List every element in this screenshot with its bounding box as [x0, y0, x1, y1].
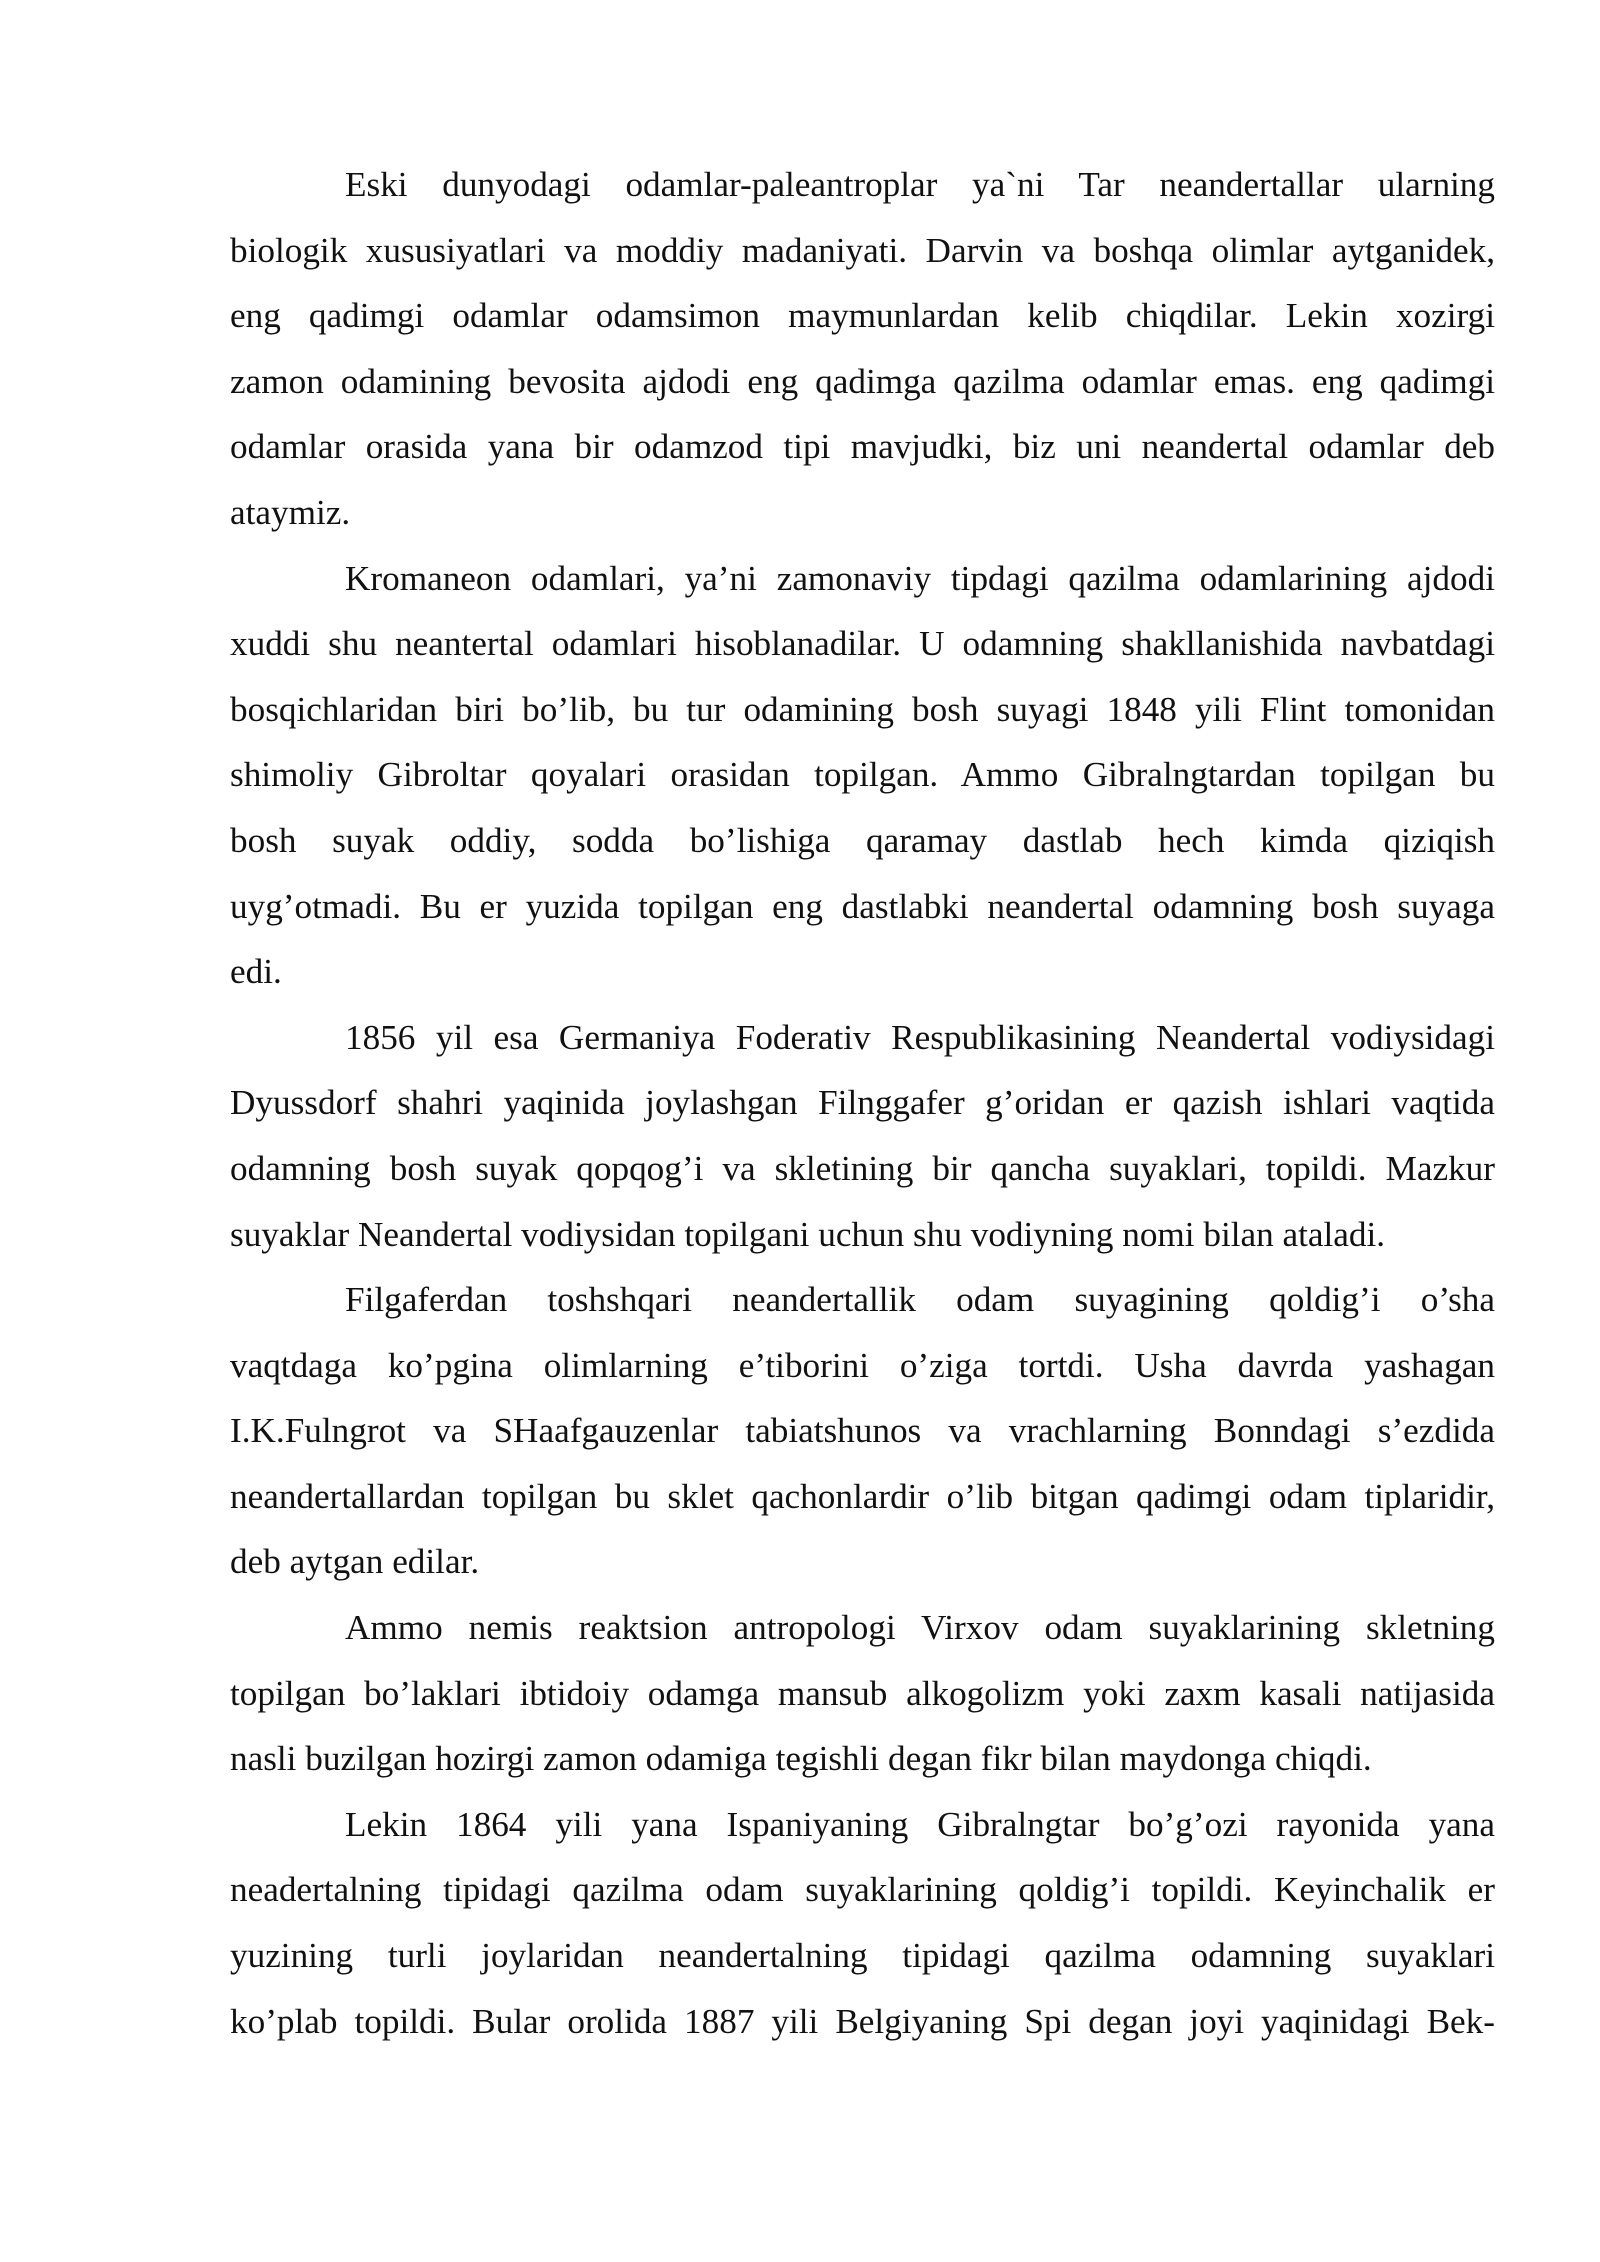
- paragraph-line: Eski dunyodagi odamlar-paleantroplar ya`ni Tar neandertallar ularning: [345, 165, 1495, 204]
- paragraph-line: ko’plab topildi. Bular orolida 1887 yili Belgiyaning Spi degan joyi yaqinidagi Bek-: [230, 2001, 1495, 2041]
- paragraph-line: edi.: [230, 952, 282, 992]
- paragraph-line: shimoliy Gibroltar qoyalari orasidan topilgan. Ammo Gibralngtardan topilgan bu: [230, 755, 1495, 795]
- paragraph-line: suyaklar Neandertal vodiysidan topilgani uchun shu vodiyning nomi bilan ataladi.: [230, 1214, 1386, 1254]
- paragraph-line: Filgaferdan toshshqari neandertallik odam suyagining qoldig’i o’sha: [345, 1280, 1495, 1320]
- paragraph-3: [230, 1005, 1495, 1267]
- paragraph-line: bosh suyak oddiy, sodda bo’lishiga qaramay dastlab hech kimda qiziqish: [230, 820, 1495, 860]
- paragraph-line: ataymiz.: [230, 492, 351, 532]
- paragraph-line: I.K.Fulngrot va SHaafgauzenlar tabiatshunos va vrachlarning Bonndagi s’ezdida: [230, 1411, 1495, 1451]
- paragraph-line: neandertallardan topilgan bu sklet qachonlardir o’lib bitgan qadimgi odam tiplaridir,: [230, 1476, 1495, 1516]
- paragraph-line: odamning bosh suyak qopqog’i va skletining bir qancha suyaklari, topildi. Mazkur: [230, 1148, 1495, 1188]
- paragraph-2: [230, 546, 1495, 1005]
- paragraph-line: uyg’otmadi. Bu er yuzida topilgan eng dastlabki neandertal odamning bosh suyaga: [230, 886, 1495, 926]
- paragraph-line: eng qadimgi odamlar odamsimon maymunlardan kelib chiqdilar. Lekin xozirgi: [230, 296, 1495, 336]
- paragraph-line: Dyussdorf shahri yaqinida joylashgan Filnggafer g’oridan er qazish ishlari vaqtida: [230, 1083, 1495, 1123]
- paragraph-line: vaqtdaga ko’pgina olimlarning e’tiborini o’ziga tortdi. Usha davrda yashagan: [230, 1345, 1495, 1385]
- paragraph-line: nasli buzilgan hozirgi zamon odamiga tegishli degan fikr bilan maydonga chiqdi.: [230, 1739, 1372, 1779]
- paragraph-line: topilgan bo’laklari ibtidoiy odamga mansub alkogolizm yoki zaxm kasali natijasida: [230, 1673, 1495, 1713]
- paragraph-line: 1856 yil esa Germaniya Foderativ Respublikasining Neandertal vodiysidagi: [345, 1017, 1495, 1057]
- paragraph-line: yuzining turli joylaridan neandertalning tipidagi qazilma odamning suyaklari: [230, 1936, 1495, 1976]
- paragraph-line: odamlar orasida yana bir odamzod tipi mavjudki, biz uni neandertal odamlar deb: [230, 427, 1495, 467]
- paragraph-4: [230, 1267, 1495, 1595]
- paragraph-line: zamon odamining bevosita ajdodi eng qadimga qazilma odamlar emas. eng qadimgi: [230, 361, 1495, 401]
- paragraph-line: Kromaneon odamlari, ya’ni zamonaviy tipdagi qazilma odamlarining ajdodi: [345, 558, 1495, 598]
- paragraph-line: Lekin 1864 yili yana Ispaniyaning Gibralngtar bo’g’ozi rayonida yana: [345, 1804, 1495, 1844]
- document-body: [230, 152, 1495, 2054]
- paragraph-line: Ammo nemis reaktsion antropologi Virxov odam suyaklarining skletning: [345, 1608, 1495, 1648]
- paragraph-line: biologik xususiyatlari va moddiy madaniyati. Darvin va boshqa olimlar aytganidek,: [230, 230, 1495, 270]
- paragraph-1: [230, 152, 1495, 546]
- paragraph-line: neadertalning tipidagi qazilma odam suyaklarining qoldig’i topildi. Keyinchalik er: [230, 1870, 1495, 1910]
- paragraph-6: [230, 1792, 1495, 2054]
- paragraph-line: xuddi shu neantertal odamlari hisoblanadilar. U odamning shakllanishida navbatdagi: [230, 624, 1495, 664]
- paragraph-5: [230, 1595, 1495, 1792]
- paragraph-line: bosqichlaridan biri bo’lib, bu tur odamining bosh suyagi 1848 yili Flint tomonidan: [230, 689, 1495, 729]
- paragraph-line: deb aytgan edilar.: [230, 1542, 480, 1582]
